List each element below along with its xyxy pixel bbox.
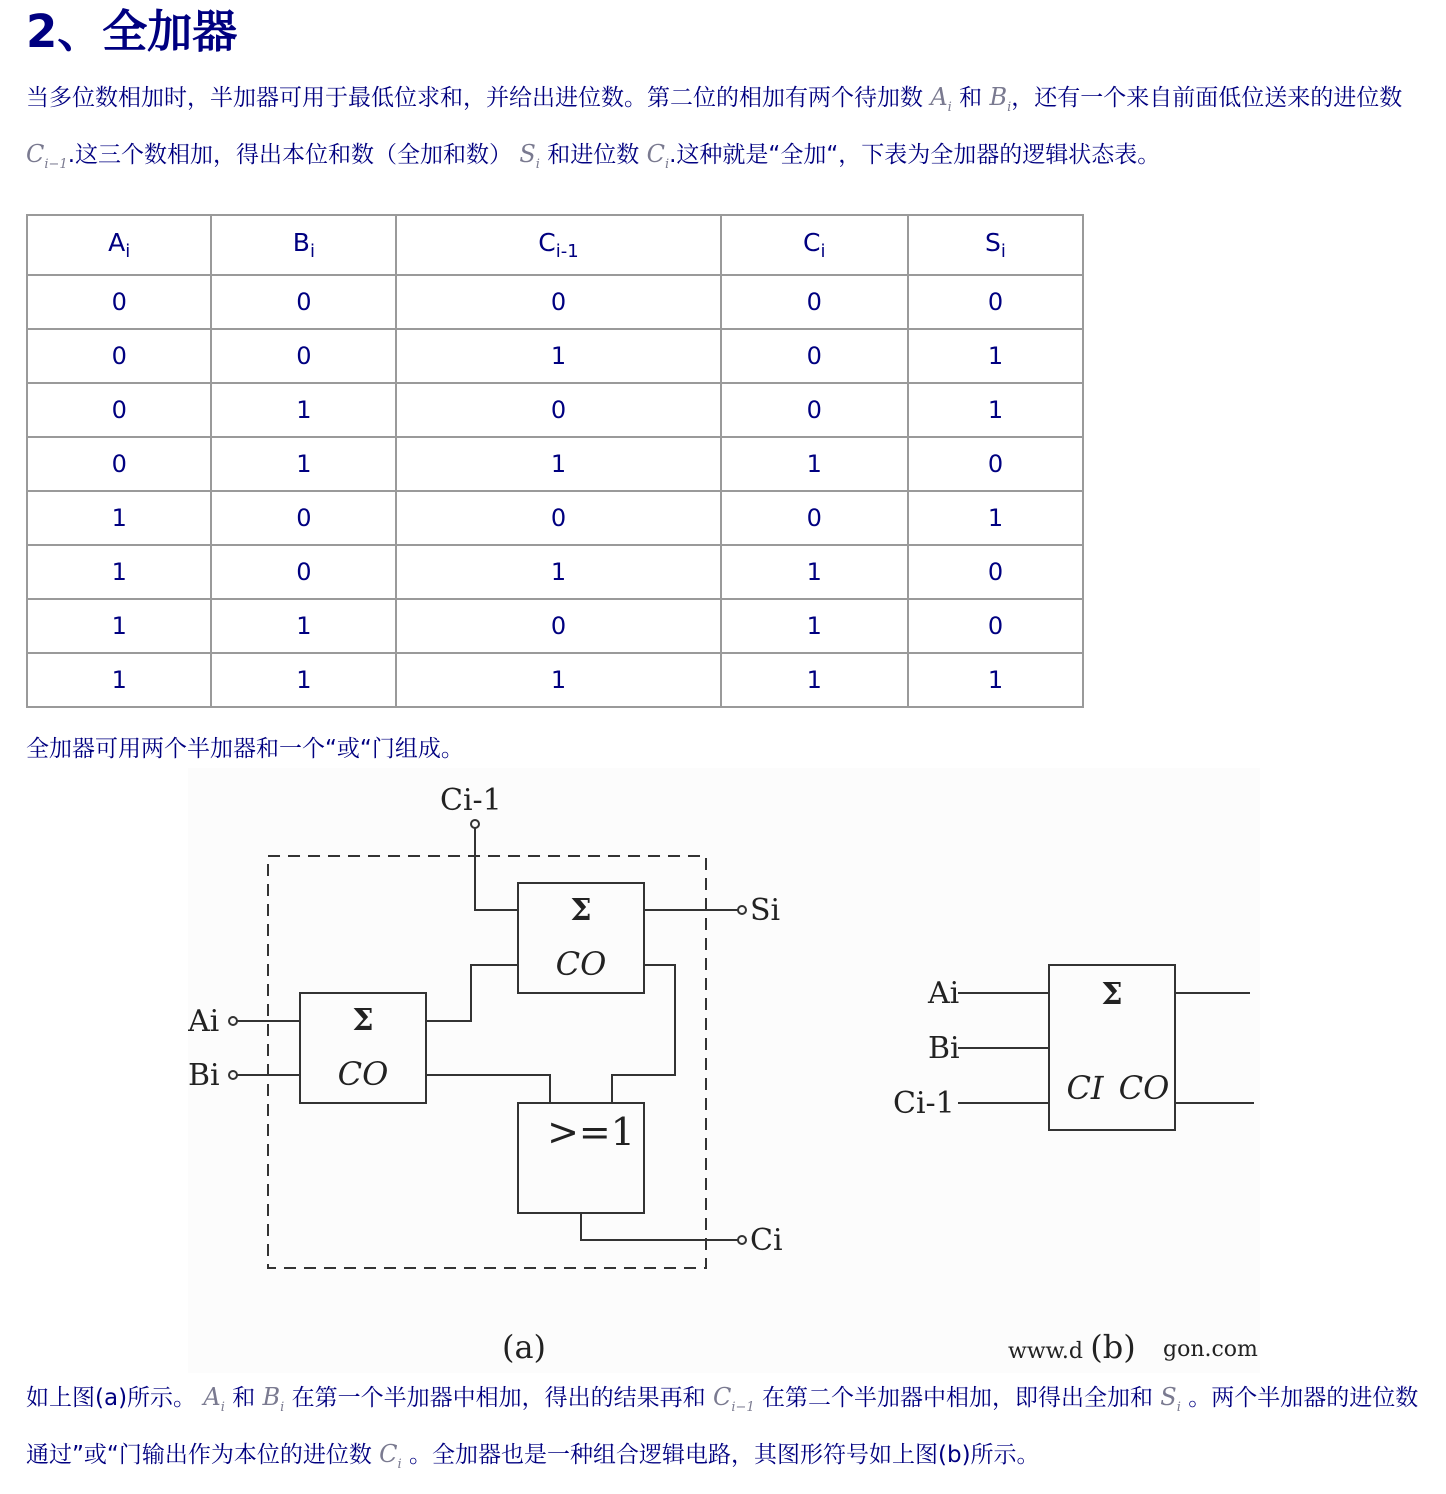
var-ci-minus-1: $C_{i-1}$ [26,139,68,172]
table-cell: 1 [396,545,720,599]
table-cell: 0 [211,491,396,545]
table-cell: 1 [721,437,908,491]
table-cell: 1 [908,383,1083,437]
ai-terminal [229,1017,237,1025]
table-cell: 1 [396,437,720,491]
table-cell: 1 [211,437,396,491]
intro-text-3: ，还有一个来自前面低位送来的进位数 [1011,85,1403,111]
enclosure-dashed-box [268,856,706,1268]
ci-wire [581,1213,738,1240]
table-cell: 0 [27,275,211,329]
label-ai: Ai [188,1004,220,1039]
header-si: $S_i$ [908,215,1083,275]
ha1-carry-wire [426,1075,550,1103]
table-cell: 1 [27,599,211,653]
table-cell: 0 [908,545,1083,599]
var-ci: $C_i$ [646,139,670,172]
watermark-left: www.d [1008,1339,1083,1364]
table-cell: 1 [211,383,396,437]
table-cell: 1 [721,599,908,653]
ha1-co: CO [337,1055,389,1093]
bi-terminal [229,1071,237,1079]
table-cell: 0 [396,599,720,653]
or-gate-label: >=1 [547,1110,635,1154]
table-cell: 0 [908,275,1083,329]
outro-text-3: 在第一个半加器中相加，得出的结果再和 [291,1385,706,1411]
table-cell: 0 [211,329,396,383]
full-adder-figure [188,768,1260,1373]
label-si: Si [750,893,781,928]
table-cell: 1 [27,491,211,545]
full-adder-diagram [188,768,1260,1373]
table-cell: 1 [396,329,720,383]
b-label-ai: Ai [928,976,960,1011]
outro-paragraph [26,1374,1426,1488]
outro-text-6: 。全加器也是一种组合逻辑电路，其图形符号如上图(b)所示。 [409,1441,1040,1468]
b-ci-label: CI [1066,1069,1104,1107]
table-row [27,329,1083,383]
watermark-right: gon.com [1163,1337,1258,1362]
table-cell: 0 [721,383,908,437]
outro-var-si: $S_i$ [1160,1383,1181,1415]
table-cell: 0 [721,329,908,383]
outro-var-ci-minus-1: $C_{i-1}$ [712,1383,755,1415]
table-cell: 1 [908,329,1083,383]
table-cell: 1 [211,653,396,707]
ha1-sigma: Σ [352,1003,374,1038]
intro-text-1: 当多位数相加时，半加器可用于最低位求和，并给出进位数。第二位的相加有两个待加数 [26,85,923,111]
table-cell: 0 [27,329,211,383]
label-cin: Ci-1 [440,783,502,818]
table-cell: 0 [211,275,396,329]
var-ai: $A_i$ [930,83,952,115]
table-cell: 0 [396,275,720,329]
var-si: $S_i$ [519,139,540,172]
table-cell: 1 [27,545,211,599]
var-bi: $B_i$ [989,83,1012,115]
table-row [27,599,1083,653]
section-heading: 2、全加器 [26,5,238,58]
table-cell: 0 [27,437,211,491]
table-cell: 0 [396,491,720,545]
table-row [27,437,1083,491]
label-bi: Bi [188,1058,220,1093]
ha2-co: CO [555,945,607,983]
table-cell: 0 [396,383,720,437]
table-cell: 1 [908,653,1083,707]
b-label-cin: Ci-1 [893,1086,955,1121]
table-cell: 0 [908,437,1083,491]
si-terminal [738,906,746,914]
table-cell: 0 [721,275,908,329]
caption-b: (b) [1090,1328,1136,1366]
outro-var-ai: $A_i$ [203,1383,225,1415]
outro-text-5: 。两个半加器的进位数通过”或“门输出作为本位的进位数 [26,1385,1419,1468]
caption-a: (a) [501,1328,547,1366]
cin-terminal [471,820,479,828]
table-row [27,383,1083,437]
table-cell: 0 [908,599,1083,653]
truth-table-header-row [27,215,1083,275]
header-bi: $B_i$ [211,215,396,275]
table-row [27,545,1083,599]
outro-text-4: 在第二个半加器中相加，即得出全加和 [761,1385,1153,1411]
ha1-sum-wire [426,965,518,1021]
outro-text-1: 如上图(a)所示。 [26,1385,197,1411]
b-label-bi: Bi [928,1031,960,1066]
table-cell: 1 [721,653,908,707]
intro-text-6: .这种就是“全加“，下表为全加器的逻辑状态表。 [669,141,1161,168]
table-row [27,275,1083,329]
b-sigma: Σ [1101,977,1123,1012]
cin-wire [475,828,518,910]
table-row [27,491,1083,545]
intro-text-5: 和进位数 [547,141,640,168]
intro-text-2: 和 [959,85,983,111]
truth-table [26,214,1084,708]
outro-var-ci: $C_i$ [379,1439,402,1472]
label-ci: Ci [750,1223,783,1258]
table-cell: 1 [211,599,396,653]
table-cell: 1 [721,545,908,599]
table-cell: 1 [908,491,1083,545]
ha2-sigma: Σ [570,893,592,928]
header-ai: $A_i$ [27,215,211,275]
ci-terminal [738,1236,746,1244]
intro-paragraph [26,74,1426,188]
table-cell: 0 [27,383,211,437]
header-ci: $C_i$ [721,215,908,275]
table-cell: 0 [721,491,908,545]
table-cell: 0 [211,545,396,599]
header-ci-minus-1: $C_{i-1}$ [396,215,720,275]
table-cell: 1 [396,653,720,707]
b-co-label: CO [1118,1069,1170,1107]
intro-text-4: .这三个数相加，得出本位和数（全加和数） [67,141,513,168]
table-row [27,653,1083,707]
table-cell: 1 [27,653,211,707]
outro-text-2: 和 [232,1385,256,1411]
compose-text: 全加器可用两个半加器和一个“或“门组成。 [26,736,464,762]
outro-var-bi: $B_i$ [262,1383,285,1415]
